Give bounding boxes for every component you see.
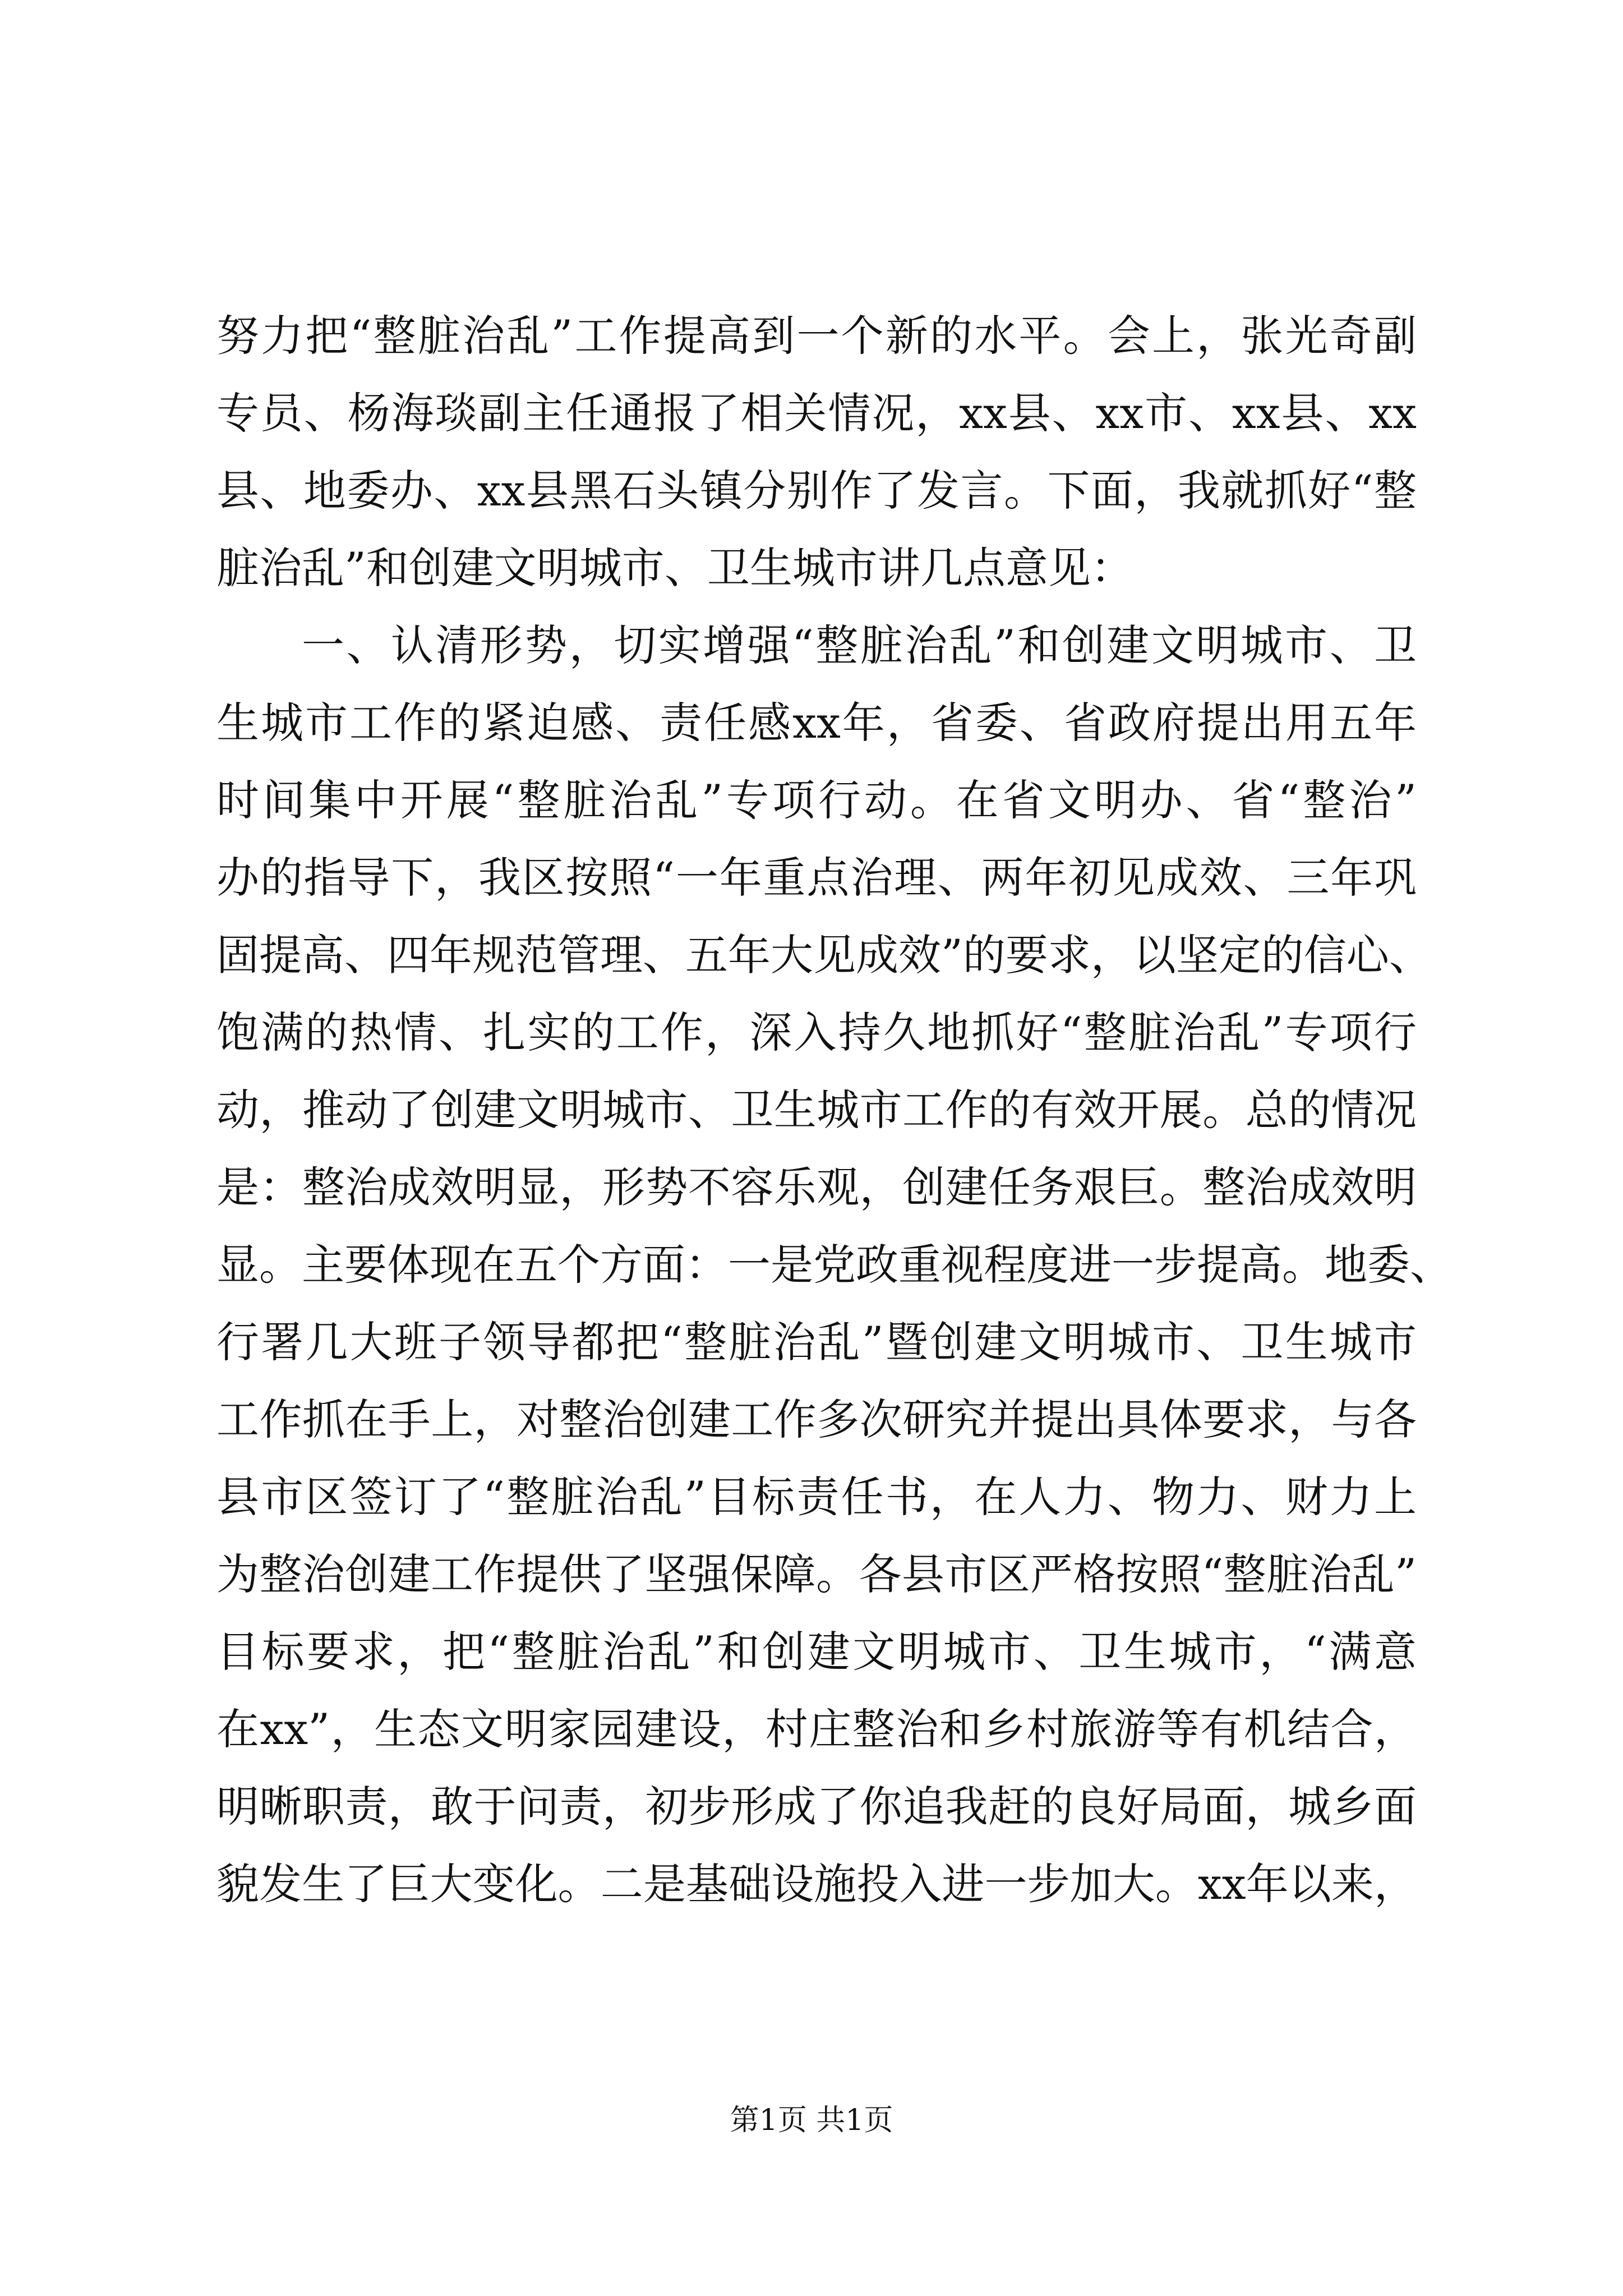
text-line: 县、地委办、xx县黑石头镇分别作了发言。下面，我就抓好“整: [216, 466, 1417, 516]
text-line: 目标要求，把“整脏治乱”和创建文明城市、卫生城市，“满意: [216, 1627, 1417, 1677]
text-line: 是：整治成效明显，形势不容乐观，创建任务艰巨。整治成效明: [216, 1162, 1417, 1212]
text-line: 工作抓在手上，对整治创建工作多次研究并提出具体要求，与各: [216, 1395, 1417, 1444]
text-line: 时间集中开展“整脏治乱”专项行动。在省文明办、省“整治”: [216, 775, 1417, 825]
text-line: 显。主要体现在五个方面：一是党政重视程度进一步提高。地委、: [216, 1240, 1453, 1290]
text-line: 固提高、四年规范管理、五年大见成效”的要求，以坚定的信心、: [216, 930, 1432, 980]
text-line: 办的指导下，我区按照“一年重点治理、两年初见成效、三年巩: [216, 853, 1417, 903]
text-line: 在xx”，生态文明家园建设，村庄整治和乡村旅游等有机结合，: [216, 1704, 1417, 1754]
text-line: 努力把“整脏治乱”工作提高到一个新的水平。会上，张光奇副: [216, 311, 1417, 361]
text-line: 动，推动了创建文明城市、卫生城市工作的有效开展。总的情况: [216, 1085, 1417, 1135]
page-footer: [0, 2102, 1623, 2138]
text-line: 县市区签订了“整脏治乱”目标责任书，在人力、物力、财力上: [216, 1472, 1417, 1522]
text-line: 生城市工作的紧迫感、责任感xx年，省委、省政府提出用五年: [216, 698, 1417, 748]
text-line: 脏治乱”和创建文明城市、卫生城市讲几点意见：: [216, 543, 1133, 593]
body-text: [216, 297, 1453, 1923]
text-line: 饱满的热情、扎实的工作，深入持久地抓好“整脏治乱”专项行: [216, 1007, 1417, 1057]
text-line: 为整治创建工作提供了坚强保障。各县市区严格按照“整脏治乱”: [216, 1549, 1417, 1599]
text-line: 行署几大班子领导都把“整脏治乱”暨创建文明城市、卫生城市: [216, 1317, 1417, 1367]
text-line: 明晰职责，敢于问责，初步形成了你追我赶的良好局面，城乡面: [216, 1782, 1417, 1832]
text-line: 专员、杨海琰副主任通报了相关情况，xx县、xx市、xx县、xx: [216, 388, 1417, 438]
page-number-label: 第1页 共1页: [730, 2104, 893, 2137]
text-line: 貌发生了巨大变化。二是基础设施投入进一步加大。xx年以来，: [216, 1859, 1417, 1909]
section-heading-line: 一、认清形势，切实增强“整脏治乱”和创建文明城市、卫: [302, 620, 1417, 670]
